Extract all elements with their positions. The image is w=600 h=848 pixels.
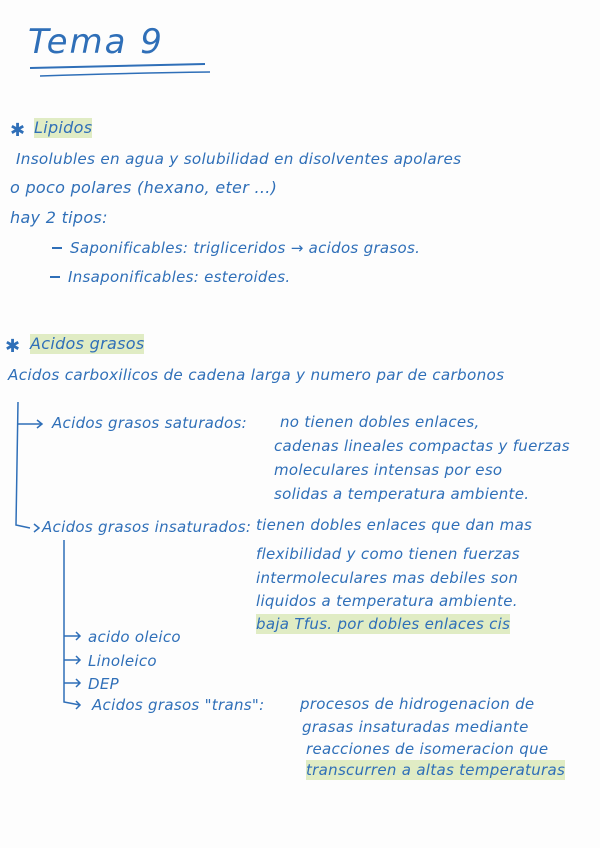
insaturados-label: Acidos grasos insaturados: xyxy=(42,518,252,536)
lipidos-line-1: Insolubles en agua y solubilidad en disolventes apolares xyxy=(16,150,462,168)
arrow-icon xyxy=(64,632,80,640)
insaturados-desc-line: liquidos a temperatura ambiente. xyxy=(256,592,518,610)
trans-desc-line: reacciones de isomeracion que xyxy=(306,740,549,758)
lipidos-item-saponificables: Saponificables: trigliceridos → acidos grasos. xyxy=(70,239,421,257)
page-title: Tema 9 xyxy=(28,22,164,62)
title-underline xyxy=(30,64,205,68)
trans-desc-line: grasas insaturadas mediante xyxy=(302,718,529,736)
acidos-definition: Acidos carboxilicos de cadena larga y numero par de carbonos xyxy=(8,366,505,384)
lipidos-item-insaponificables: Insaponificables: esteroides. xyxy=(68,268,291,286)
lipidos-line-2: o poco polares (hexano, eter ...) xyxy=(10,178,278,197)
star-icon: ✱ xyxy=(5,336,21,357)
saturados-desc-line: no tienen dobles enlaces, xyxy=(280,413,480,431)
sub-item-dep: DEP xyxy=(88,675,119,693)
insaturados-desc-line: intermoleculares mas debiles son xyxy=(256,569,519,587)
arrow-icon xyxy=(64,679,80,687)
sub-item-linoleico: Linoleico xyxy=(88,652,157,670)
lipidos-heading: Lipidos xyxy=(34,118,93,137)
lipidos-line-3: hay 2 tipos: xyxy=(10,208,108,227)
insaturados-desc-line: tienen dobles enlaces que dan mas xyxy=(256,516,533,534)
title-underline xyxy=(40,72,210,76)
arrow-icon xyxy=(34,524,39,532)
insaturados-note: baja Tfus. por dobles enlaces cis xyxy=(256,615,511,633)
trans-desc-line: procesos de hidrogenacion de xyxy=(300,695,535,713)
saturados-desc-line: solidas a temperatura ambiente. xyxy=(274,485,530,503)
acidos-heading: Acidos grasos xyxy=(30,334,145,353)
star-icon: ✱ xyxy=(10,120,26,141)
bracket-line xyxy=(16,402,30,528)
sub-item-oleico: acido oleico xyxy=(88,628,181,646)
saturados-label: Acidos grasos saturados: xyxy=(52,414,247,432)
arrow-icon xyxy=(64,656,80,664)
insaturados-desc-line: flexibilidad y como tienen fuerzas xyxy=(256,545,520,563)
trans-label: Acidos grasos "trans": xyxy=(92,696,265,714)
saturados-desc-line: cadenas lineales compactas y fuerzas xyxy=(274,437,570,455)
saturados-desc-line: moleculares intensas por eso xyxy=(274,461,503,479)
trans-desc-line: transcurren a altas temperaturas xyxy=(306,761,566,779)
